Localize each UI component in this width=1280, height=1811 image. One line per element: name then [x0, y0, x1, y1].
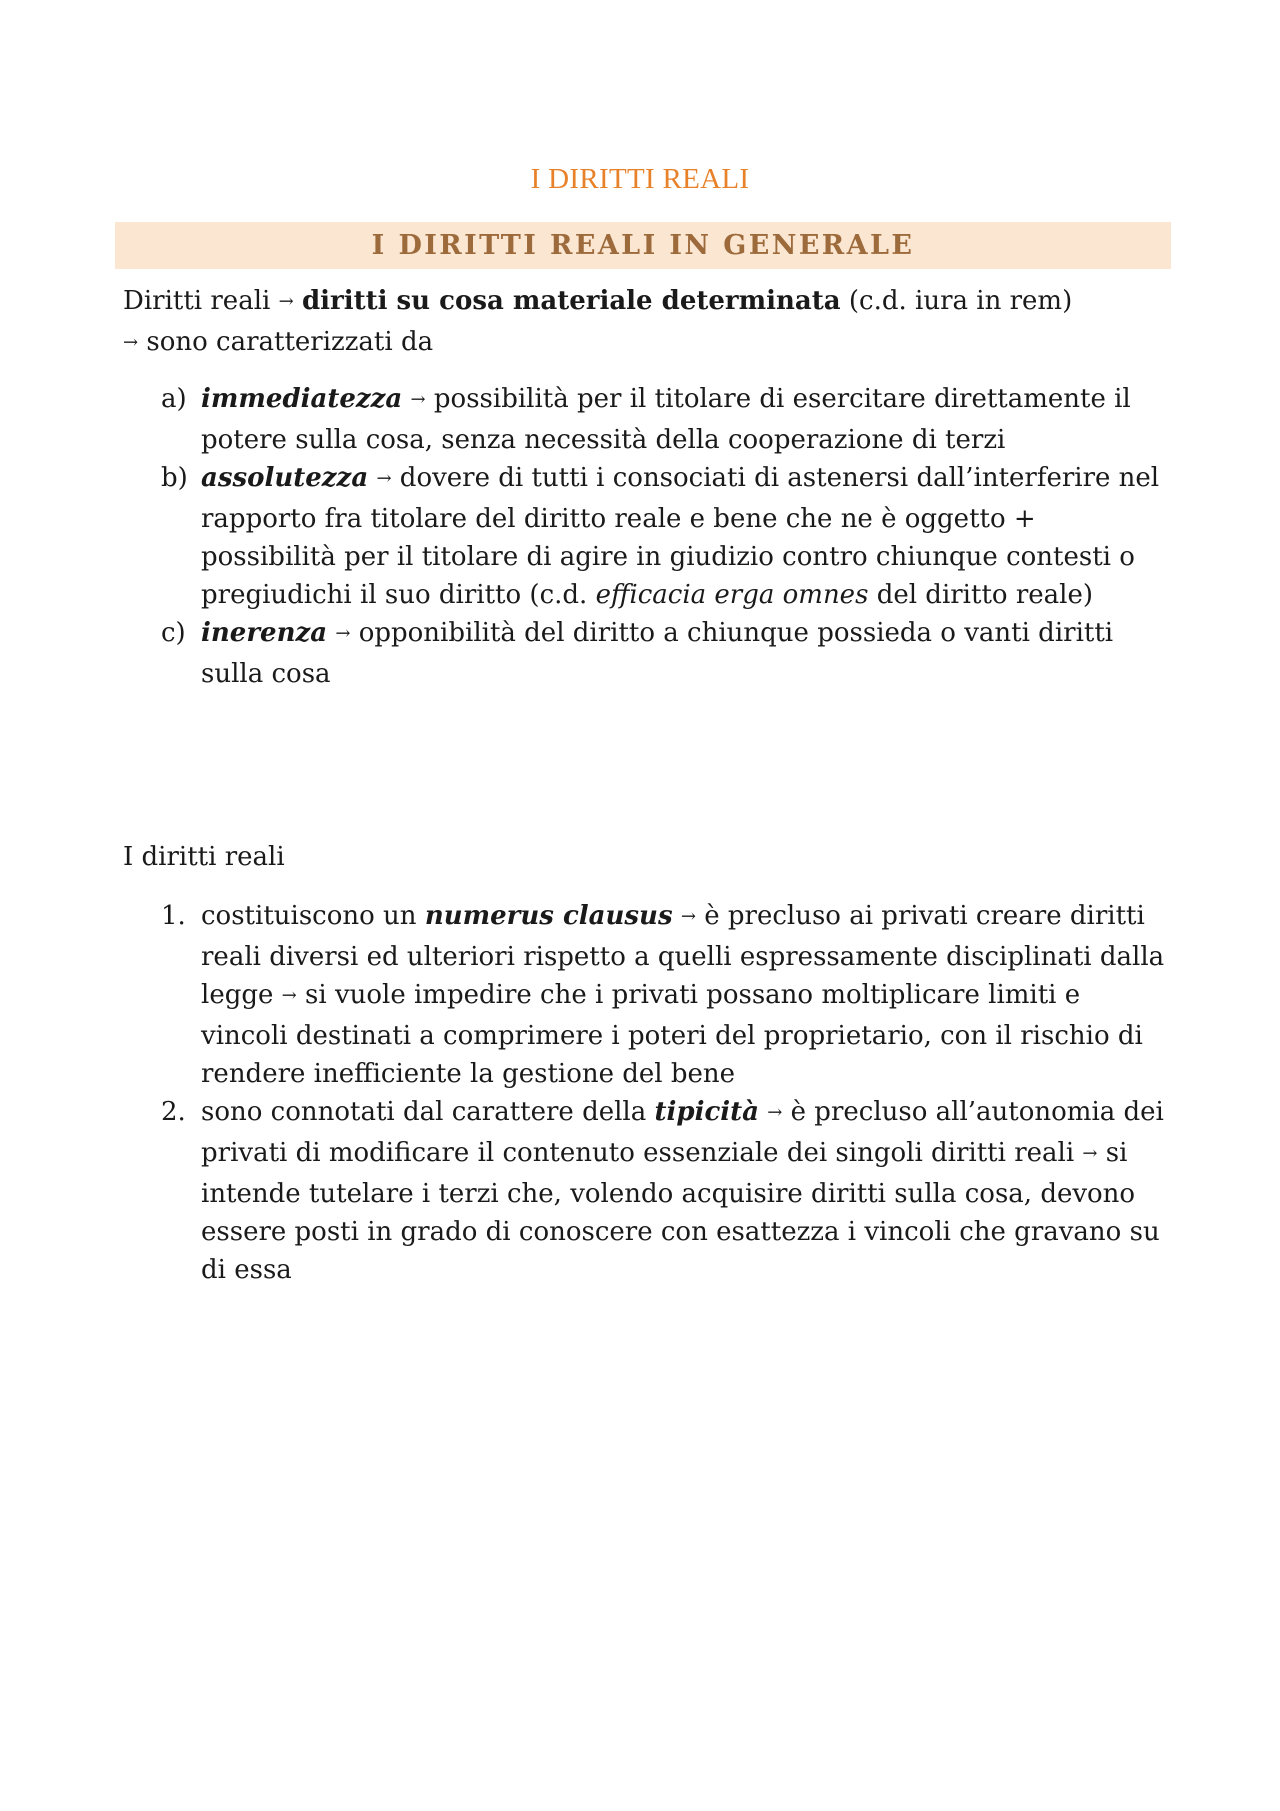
term-immediatezza: immediatezza	[201, 384, 403, 414]
intro-tail: (c.d. iura in rem)	[848, 286, 1073, 316]
list-item-text: si intende tutelare i terzi che, volendo acquisire diritti sulla cosa, devono essere posti in grado di conoscere con esattezza i vincoli che gravano su di essa	[201, 1138, 1160, 1285]
list-item-text-end: del diritto reale)	[876, 580, 1093, 610]
list-item-text: è precluso ai privati creare diritti reali diversi ed ulteriori rispetto a quelli espressamente disciplinati dalla legge	[201, 901, 1165, 1010]
term-assolutezza: assolutezza	[201, 463, 369, 493]
list-item	[161, 380, 1171, 459]
italic-phrase: efficacia erga omnes	[595, 580, 869, 610]
arrow-icon: →	[767, 1102, 783, 1123]
term-tipicita: tipicità	[654, 1097, 760, 1127]
list-marker: a)	[161, 384, 187, 414]
list-item	[161, 897, 1171, 1093]
list-item-lead: costituiscono un	[201, 901, 417, 931]
arrow-icon: →	[680, 906, 696, 927]
arrow-icon: →	[335, 623, 351, 644]
list-item-text: si vuole impedire che i privati possano moltiplicare limiti e vincoli destinati a comprimere i poteri del proprietario, con il rischio di rendere inefficiente la gestione del bene	[201, 980, 1143, 1089]
arrow-icon: →	[1082, 1143, 1098, 1164]
arrow-icon: →	[376, 468, 392, 489]
term-numerus-clausus: numerus clausus	[424, 901, 673, 931]
list-item-text: possibilità per il titolare di esercitare direttamente il potere sulla cosa, senza necessità della cooperazione di terzi	[201, 384, 1131, 455]
section-title: I DIRITTI REALI IN GENERALE	[371, 230, 915, 261]
arrow-icon: →	[410, 389, 426, 410]
intro-bold-definition: diritti su cosa materiale determinata	[301, 286, 841, 316]
characteristics-list	[161, 380, 1171, 693]
list-item-text: è precluso all’autonomia dei privati di modificare il contenuto essenziale dei singoli diritti reali	[201, 1097, 1164, 1168]
list-item	[161, 459, 1171, 614]
list-item	[161, 1093, 1171, 1289]
list-marker: b)	[161, 463, 188, 493]
arrow-icon: →	[278, 291, 294, 312]
second-intro: I diritti reali	[123, 842, 285, 872]
arrow-icon: →	[281, 985, 297, 1006]
intro-continuation: sono caratterizzati da	[146, 327, 434, 357]
intro-paragraph	[123, 282, 1183, 364]
list-marker: c)	[161, 618, 186, 648]
list-item-text: dovere di tutti i consociati di astenersi dall’interferire nel rapporto fra titolare del diritto reale e bene che ne è oggetto + possibilità per il titolare di agire in giudizio contro chiunque contesti o pregiudichi il suo diritto (c.d.	[201, 463, 1160, 610]
list-item	[161, 614, 1171, 693]
list-marker: 2.	[161, 1097, 186, 1127]
document-title: I DIRITTI REALI	[530, 163, 750, 195]
properties-list	[161, 897, 1171, 1289]
list-item-text: opponibilità del diritto a chiunque possieda o vanti diritti sulla cosa	[201, 618, 1114, 689]
arrow-icon: →	[123, 332, 139, 353]
list-marker: 1.	[161, 901, 186, 931]
list-item-lead: sono connotati dal carattere della	[201, 1097, 647, 1127]
term-inerenza: inerenza	[201, 618, 328, 648]
intro-lead: Diritti reali	[123, 286, 271, 316]
section-heading-band	[115, 222, 1171, 269]
